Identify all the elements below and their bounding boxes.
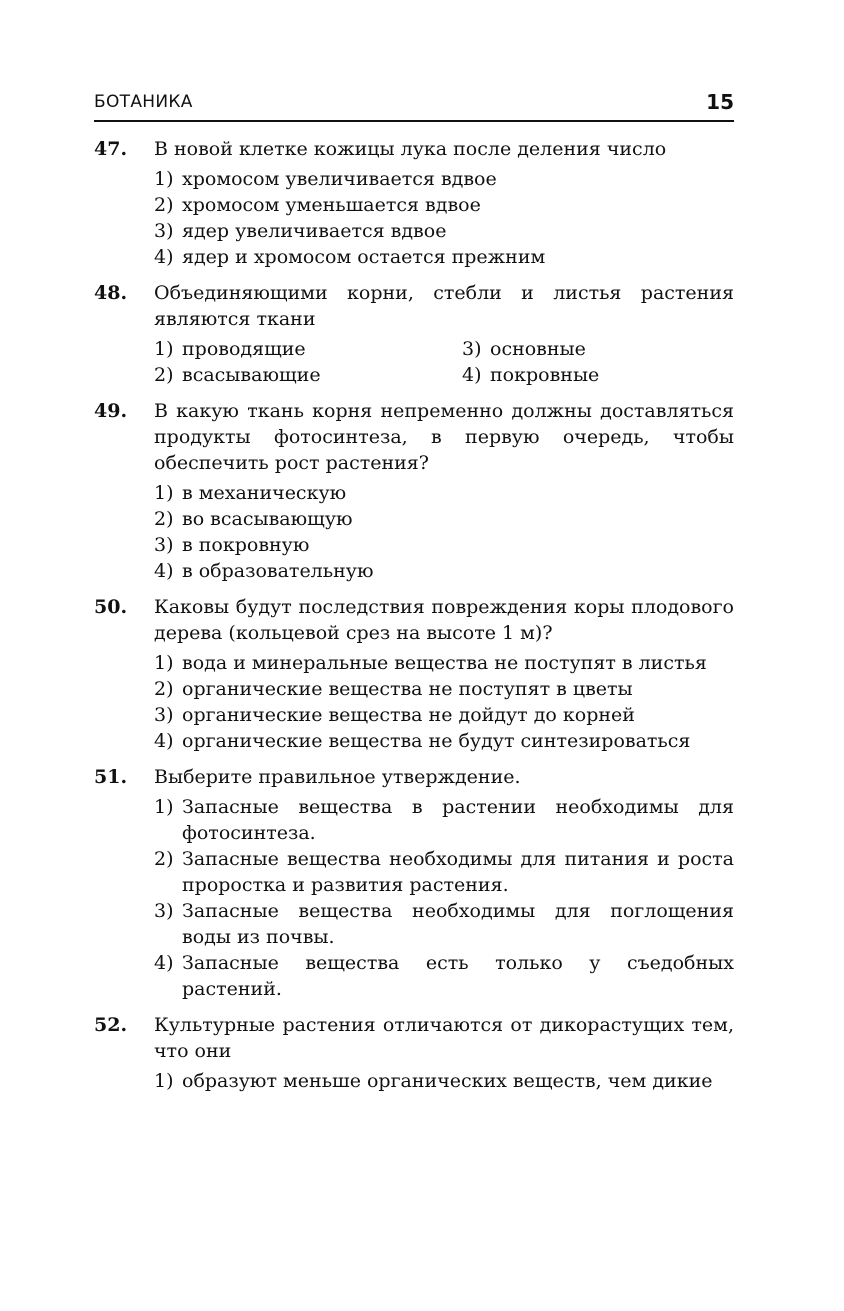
option-text: образуют меньше органических веществ, чем дикие [182,1070,713,1092]
answer-option [154,558,734,584]
question-52 [94,1012,734,1094]
question-51 [94,764,734,1002]
question-text: Культурные растения отличаются от дикорастущих тем, что они [154,1014,734,1062]
option-text: органические вещества не поступят в цветы [182,678,633,700]
answer-option [154,846,734,898]
option-text: Запасные вещества необходимы для поглощения воды из почвы. [182,900,734,948]
option-text: хромосом уменьшается вдвое [182,194,481,216]
option-text: проводящие [182,338,306,360]
answer-option [154,336,462,362]
option-number: 4) [154,730,174,752]
option-text: в образовательную [182,560,374,582]
question-text: Выберите правильное утверждение. [154,766,521,788]
answer-options [154,794,734,1002]
question-text: Объединяющими корни, стебли и листья растения являются ткани [154,282,734,330]
answer-option [154,794,734,846]
option-text: Запасные вещества необходимы для питания и роста проростка и развития растения. [182,848,734,896]
question-number: 47. [94,138,128,160]
page-number: 15 [706,90,734,114]
answer-option [154,218,734,244]
answer-options [154,650,734,754]
option-text: хромосом увеличивается вдвое [182,168,497,190]
option-number: 2) [154,848,174,870]
answer-option [154,506,734,532]
option-text: Запасные вещества есть только у съедобных растений. [182,952,734,1000]
option-number: 1) [154,796,174,818]
question-text: В какую ткань корня непременно должны доставляться продукты фотосинтеза, в первую очередь, чтобы обеспечить рост растения? [154,400,734,474]
option-text: основные [490,338,586,360]
option-number: 2) [154,194,174,216]
option-number: 4) [154,952,174,974]
question-number: 52. [94,1014,128,1036]
option-number: 3) [154,900,174,922]
option-number: 1) [154,168,174,190]
answer-option [154,728,734,754]
question-49 [94,398,734,584]
answer-option [154,702,734,728]
option-text: в покровную [182,534,310,556]
answer-option [154,950,734,1002]
option-number: 1) [154,338,174,360]
option-text: Запасные вещества в растении необходимы для фотосинтеза. [182,796,734,844]
option-number: 4) [154,560,174,582]
option-number: 2) [154,364,174,386]
answer-option [154,480,734,506]
answer-option [154,532,734,558]
option-number: 1) [154,652,174,674]
answer-option [462,336,734,362]
question-50 [94,594,734,754]
question-text: В новой клетке кожицы лука после деления число [154,138,667,160]
question-48 [94,280,734,388]
answer-options [154,1068,734,1094]
option-number: 2) [154,678,174,700]
answer-option [154,650,734,676]
questions-list [94,136,734,1104]
page-header [94,88,734,122]
option-text: в механическую [182,482,347,504]
answer-options [154,336,734,388]
question-number: 48. [94,282,128,304]
answer-option [154,362,462,388]
option-text: органические вещества не будут синтезироваться [182,730,691,752]
option-number: 3) [154,534,174,556]
option-text: покровные [490,364,600,386]
answer-option [154,676,734,702]
answer-options [154,166,734,270]
question-number: 51. [94,766,128,788]
option-text: во всасывающую [182,508,353,530]
option-number: 3) [154,704,174,726]
option-number: 4) [154,246,174,268]
answer-option [462,362,734,388]
question-number: 50. [94,596,128,618]
option-text: органические вещества не дойдут до корней [182,704,635,726]
option-text: ядер увеличивается вдвое [182,220,447,242]
answer-options [154,480,734,584]
option-number: 3) [154,220,174,242]
question-text: Каковы будут последствия повреждения коры плодового дерева (кольцевой срез на высоте 1 м)? [154,596,734,644]
option-number: 1) [154,1070,174,1092]
answer-option [154,192,734,218]
option-number: 3) [462,338,482,360]
answer-option [154,166,734,192]
option-number: 4) [462,364,482,386]
question-47 [94,136,734,270]
option-number: 2) [154,508,174,530]
answer-option [154,244,734,270]
option-text: всасывающие [182,364,321,386]
option-text: вода и минеральные вещества не поступят в листья [182,652,707,674]
option-text: ядер и хромосом остается прежним [182,246,546,268]
answer-option [154,898,734,950]
answer-option [154,1068,734,1094]
section-title: БОТАНИКА [94,92,193,112]
question-number: 49. [94,400,128,422]
option-number: 1) [154,482,174,504]
